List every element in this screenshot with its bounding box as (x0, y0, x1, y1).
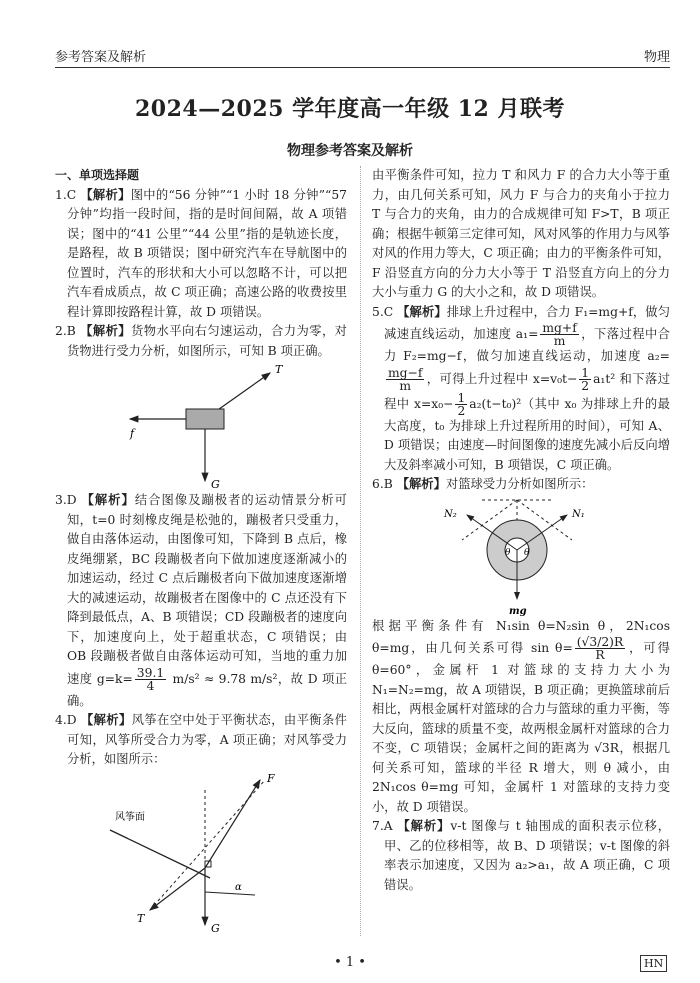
answer-7 (372, 817, 670, 895)
label-theta-left: θ (505, 547, 511, 558)
label-N2: N₂ (444, 508, 457, 520)
answer-4 (55, 711, 347, 770)
answer-text: 由平衡条件可知，拉力 T 和风力 F 的合力大小等于重力，由几何关系可知，风力 F 与合力的夹角小于拉力 T 与合力的夹角，由力的合成规律可知 F>T，B 项正确；根据牛顿第三定律可知，风对风筝的作用力与风筝对风的作用力等大，C 项正确；由力的平衡条件可知，F 沿竖直方向的分力大小等于 T 沿竖直方向上的分力大小与重力 G 的大小之和，故 D 项错误。 (372, 168, 670, 299)
fraction (135, 667, 166, 692)
answer-text: 5.C (372, 304, 398, 319)
label-mg: mg (509, 605, 527, 617)
answer-text: 图中的“56 分钟”“1 小时 18 分钟”“57 分钟”均指一段时间，指的是时间间隔，故 A 项错误；图中的“41 公里”“44 公里”指的是轨迹长度，是路程，故 B 项错误；图中研究汽车在导航图中的位置时，汽车的形状和大小可以忽略不计，可以把汽车看成质点，故 C 项正确；高速公路的收费按里程计算即按路程计算，故 D 项错误。 (67, 187, 347, 319)
denominator: 2 (457, 403, 466, 418)
label-alpha: α (235, 881, 242, 893)
denominator: 2 (581, 378, 590, 393)
denominator: m (553, 334, 566, 348)
figure-kite-forces (55, 770, 347, 935)
header-left: 参考答案及解析 (55, 50, 147, 65)
fraction (575, 636, 625, 661)
answer-text: 1.C (55, 187, 81, 202)
page-number: • 1 • (334, 955, 366, 970)
section-heading: 一、单项选择题 (55, 168, 140, 182)
fraction (540, 322, 578, 347)
document-title: 2024—2025 学年度高一年级 12 月联考 (134, 96, 566, 122)
fraction (455, 392, 467, 417)
answer-text: 根据平衡条件有 N₁sin θ=N₂sin θ，2N₁cos θ=mg，由几何关系可得 sin θ= (372, 618, 670, 655)
answer-text: v-t 图像与 t 轴围成的面积表示位移，甲、乙的位移相等，故 B、D 项错误；v-t 图像的斜率表示加速度，又因为 a₂>a₁，故 A 项正确，C 项错误。 (384, 819, 670, 892)
wind-force-arrow (205, 780, 260, 868)
analysis-tag: 【解析】 (397, 819, 451, 833)
kite-plane (110, 830, 210, 878)
numerator: 39.1 (136, 665, 165, 680)
numerator: mg+f (542, 321, 577, 335)
header-subject: 物理 (643, 50, 670, 65)
answer-6 (372, 475, 670, 495)
page-header (55, 44, 670, 68)
tension-arrow (150, 868, 205, 910)
answer-text: a₂(t−t₀)²（其中 x₀ 为排球上升的最大高度，t₀ 为排球上升过程所用的时间），可知 A、D 项错误；由速度—时间图像的速度先减小后反向增大及斜率减小可知，B 项错误，C 项正确。 (384, 396, 670, 472)
region-code: HN (640, 955, 667, 972)
answer-4-continued (372, 166, 670, 303)
label-T: T (275, 363, 283, 376)
answer-3 (55, 491, 347, 711)
answer-text: 风筝在空中处于平衡状态，由平衡条件可知，风筝所受合力为零，A 项正确；对风筝受力分析，如图所示： (67, 713, 347, 766)
numerator: 1 (457, 390, 466, 405)
numerator: mg−f (388, 365, 423, 380)
cargo-box (186, 409, 224, 429)
right-column (372, 166, 670, 895)
answer-text: ，下落过程中合力 F₂=mg−f，做匀加速直线运动，加速度 a₂= (384, 327, 670, 363)
fraction (386, 367, 424, 392)
answer-text: 6.B (372, 477, 397, 491)
answer-text: 排球上升过程中，合力 F₁=mg+f，做匀减速直线运动，加速度 a₁= (384, 304, 670, 341)
left-column (55, 166, 347, 935)
label-f: f (130, 427, 135, 440)
answer-5 (372, 303, 670, 476)
document-subtitle: 物理参考答案及解析 (287, 143, 413, 159)
numerator: 1 (581, 365, 590, 380)
answer-text: 结合图像及蹦极者的运动情景分析可知，t=0 时刻橡皮绳是松弛的，蹦极者只受重力，做自由落体运动，由图像可知，下降到 B 点后，橡皮绳绷紧，BC 段蹦极者向下做加速度逐渐减小的加速运动，经过 C 点后蹦极者向下做加速度逐渐增大的减速运动，故蹦极者在图像中的 C 点还没有下降到最低点，A、B 项错误；CD 段蹦极者的速度向下，加速度向上，处于超重状态，C 项错误；由 OB 段蹦极者做自由落体运动可知，当地的重力加速度 g=k= (67, 493, 347, 686)
answer-text: m/s² ≈ 9.78 m/s²，故 D 项正确。 (67, 671, 347, 708)
answer-text: 4.D (55, 713, 81, 727)
fraction (579, 367, 591, 392)
denominator: m (399, 378, 412, 393)
analysis-tag: 【解析】 (80, 713, 132, 727)
answer-text: ，可得上升过程中 x=v₀t− (426, 371, 578, 386)
figure-basketball-forces (372, 495, 670, 617)
label-theta-right: θ (524, 547, 530, 558)
label-G: G (211, 921, 220, 935)
answer-2 (55, 322, 347, 361)
label-F: F (267, 771, 275, 785)
answer-text: 货物水平向右匀速运动，合力为零，对货物进行受力分析，如图所示，可知 B 项正确。 (67, 324, 347, 358)
analysis-tag: 【解析】 (396, 477, 446, 491)
label-T: T (137, 911, 145, 925)
answer-6-continued (372, 617, 670, 818)
column-divider (360, 166, 361, 936)
answer-text: 对篮球受力分析如图所示： (445, 477, 594, 491)
analysis-tag: 【解析】 (81, 493, 135, 507)
analysis-tag: 【解析】 (80, 187, 131, 202)
analysis-tag: 【解析】 (397, 304, 447, 319)
answer-text: 3.D (55, 493, 82, 507)
numerator: (√3/2)R (576, 635, 624, 649)
label-G: G (211, 478, 220, 491)
answer-text: ，可得 θ=60°，金属杆 1 对篮球的支持力大小为 N₁=N₂=mg，故 A 项错误，B 项正确；更换篮球前后相比，两根金属杆对篮球的合力与篮球的重力平衡，等大反向，篮球的质量不变，故两根金属杆对篮球的合力不变，C 项错误；金属杆之间的距离为 √3R，根据几何关系可知，篮球的半径 R 增大，则 θ 减小，由 2N₁cos θ=mg 可知，金属杆 1 对篮球的支持力变小，故 D 项错误。 (372, 641, 670, 814)
answer-text: 7.A (372, 819, 398, 833)
answer-1 (55, 186, 347, 323)
denominator: R (595, 648, 605, 662)
analysis-tag: 【解析】 (80, 324, 132, 338)
label-N1: N₁ (572, 508, 585, 520)
answer-text: a₁t² 和下落过程中 x=x₀− (384, 371, 670, 411)
label-kite-plane: 风筝面 (115, 811, 145, 823)
denominator: 4 (146, 678, 155, 693)
answer-text: 2.B (55, 324, 81, 338)
figure-cargo-forces (55, 361, 347, 491)
